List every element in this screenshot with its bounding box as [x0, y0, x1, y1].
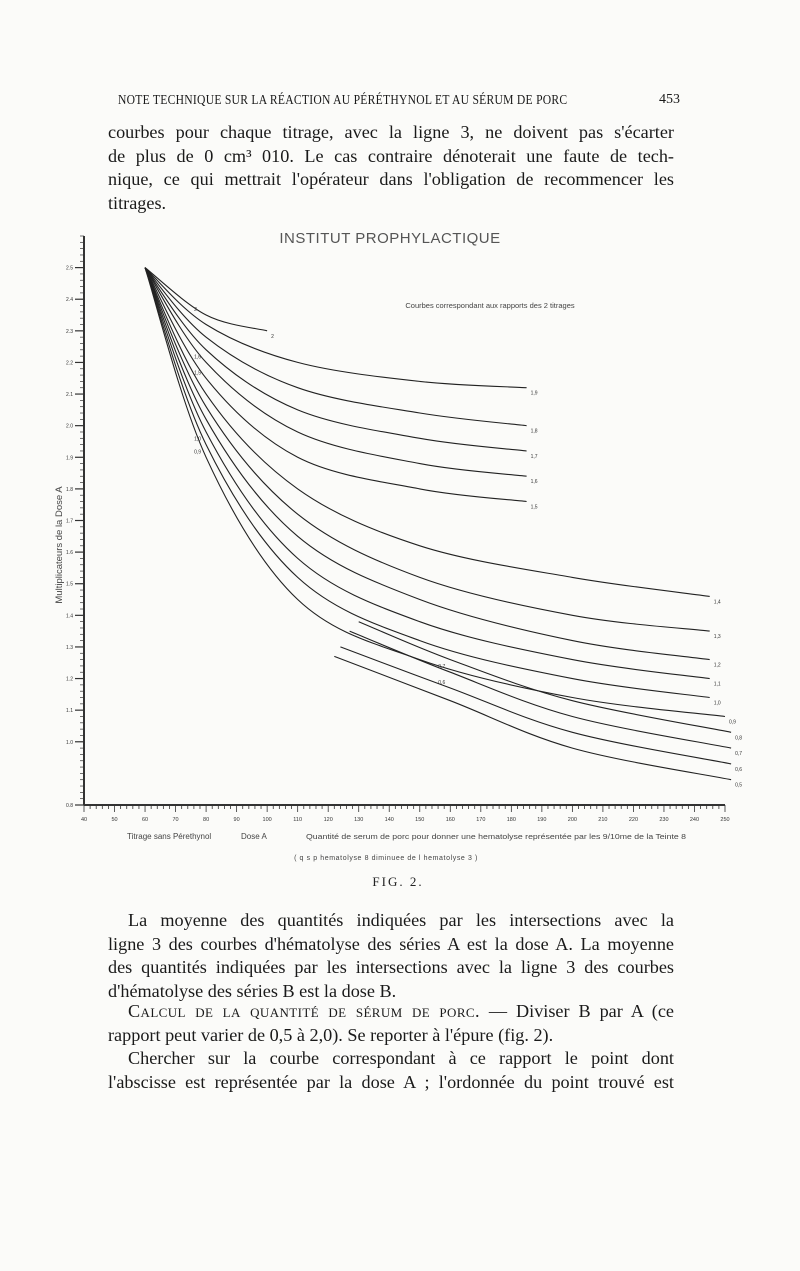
x-tick-label: 160 — [445, 817, 455, 823]
curve-end-label: 1,5 — [530, 504, 538, 511]
y-tick-label: 1.1 — [66, 708, 73, 715]
curve-start-label: 0,9 — [194, 449, 202, 456]
text-line: nique, ce qui mettrait l'opérateur dans l'obligation de recommencer les — [108, 169, 674, 190]
minor-ticks — [80, 236, 725, 812]
curve-end-label: 0,9 — [729, 719, 736, 726]
x-tick-label: 100 — [262, 817, 272, 823]
curve-end-label: 0,8 — [735, 735, 743, 742]
y-tick-label: 1.8 — [66, 486, 73, 493]
x-tick-label: 200 — [567, 817, 577, 823]
text-line — [108, 1000, 674, 1024]
x-tick-label: 240 — [689, 817, 700, 823]
curve-line — [145, 268, 710, 660]
x-tick-label: 90 — [233, 817, 240, 823]
x-tick-label: 120 — [323, 817, 333, 823]
text-line: titrages. — [108, 192, 167, 213]
curve-end-label: 0,5 — [735, 782, 743, 789]
y-tick-label: 2.3 — [66, 328, 73, 335]
text-fragment: — Diviser B par A (ce — [479, 1001, 674, 1021]
curve-line — [145, 268, 710, 597]
curve-end-label: 1,7 — [530, 453, 538, 460]
x-tick-labels — [81, 817, 730, 823]
curve-line — [145, 268, 527, 502]
curve-end-label: 0,6 — [735, 766, 743, 773]
curve-line — [145, 268, 527, 426]
y-axis-label: Multiplicateurs de la Dose A — [54, 486, 65, 604]
curve-line — [145, 268, 527, 388]
x-label-dose: Dose A — [241, 832, 267, 841]
y-tick-label: 1.0 — [66, 739, 73, 746]
curve-line — [350, 631, 731, 748]
x-tick-label: 70 — [172, 817, 179, 823]
x-tick-label: 250 — [720, 817, 730, 823]
curve-end-label: 2 — [271, 333, 274, 340]
curve-line — [340, 647, 731, 764]
x-tick-label: 110 — [293, 817, 303, 823]
curve-end-label: 1,4 — [713, 599, 721, 606]
x-tick-label: 50 — [111, 817, 118, 823]
chart-subtitle: Courbes correspondant aux rapports des 2 titrages — [405, 301, 575, 310]
curve-start-label: 0,6 — [438, 680, 446, 687]
x-label-sub: ( q s p hematolyse 8 diminuee de l hematolyse 3 ) — [294, 855, 478, 862]
curve-start-label: 2 — [194, 307, 197, 314]
curve-end-label: 0,7 — [735, 751, 743, 758]
running-header — [108, 92, 682, 112]
text-line: d'hématolyse des séries B est la dose B. — [108, 980, 397, 1001]
paragraph-chercher — [108, 1047, 674, 1094]
y-tick-label: 1.9 — [66, 455, 73, 462]
y-tick-label: 1.6 — [66, 550, 73, 557]
y-tick-label: 2.1 — [66, 392, 73, 399]
text-line: des quantités indiquées par les intersections avec la ligne 3 des courbes — [108, 957, 674, 978]
y-tick-label: 0.8 — [66, 803, 73, 809]
x-tick-label: 40 — [80, 817, 88, 823]
section-heading: Calcul de la quantité de sérum de porc. — [128, 1001, 480, 1021]
curves — [145, 268, 731, 780]
curve-end-label: 1,6 — [530, 479, 538, 486]
x-tick-label: 80 — [203, 817, 210, 823]
text-line: l'abscisse est représentée par la dose A ; l'ordonnée du point trouvé est — [108, 1071, 674, 1092]
text-line: rapport peut varier de 0,5 à 2,0). Se reporter à l'épure (fig. 2). — [108, 1024, 554, 1045]
y-tick-label: 1.4 — [66, 613, 73, 620]
text-line: ligne 3 des courbes d'hématolyse des séries A est la dose A. La moyenne — [108, 933, 674, 954]
curve-start-label: 1,0 — [194, 436, 202, 443]
chart-title: INSTITUT PROPHYLACTIQUE — [279, 230, 501, 247]
x-tick-label: 220 — [628, 817, 639, 823]
y-tick-label: 2.0 — [66, 423, 73, 430]
text-line: La moyenne des quantités indiquées par les intersections avec la — [128, 910, 674, 930]
curve-line — [145, 268, 710, 698]
curve-end-label: 1,3 — [713, 634, 721, 641]
y-tick-label: 1.3 — [66, 644, 73, 651]
curve-start-label: 1,5 — [194, 370, 202, 377]
x-tick-label: 140 — [384, 817, 394, 823]
chart-axes — [84, 236, 725, 805]
paragraph-calcul — [108, 1000, 674, 1047]
paragraph-doses — [108, 909, 674, 1003]
text-line: de plus de 0 cm³ 010. Le cas contraire dénoterait une faute de tech- — [108, 145, 674, 166]
x-label-main: Quantité de serum de porc pour donner une hematolyse représentée par les 9/10me de la Teinte 8 — [306, 832, 686, 841]
x-tick-label: 180 — [506, 817, 516, 823]
curve-start-label: 0,7 — [438, 664, 446, 671]
page-number: 453 — [659, 92, 680, 107]
text-line: courbes pour chaque titrage, avec la ligne 3, ne doivent pas s'écarter — [108, 122, 674, 142]
x-tick-label: 150 — [415, 817, 425, 823]
y-tick-label: 2.2 — [66, 360, 73, 367]
curve-line — [145, 268, 267, 331]
curve-end-label: 1,0 — [713, 700, 721, 707]
paragraph-intro — [108, 121, 674, 215]
running-title: NOTE TECHNIQUE SUR LA RÉACTION AU PÉRÉTHYNOL ET AU SÉRUM DE PORC — [118, 92, 568, 107]
y-tick-labels — [66, 266, 84, 809]
x-label-titrage: Titrage sans Pérethynol — [127, 832, 212, 841]
y-tick-label: 2.4 — [66, 297, 73, 304]
curve-labels — [194, 307, 742, 789]
x-tick-label: 190 — [537, 817, 547, 823]
curve-end-label: 1,1 — [713, 681, 721, 688]
curve-line — [334, 656, 731, 779]
curve-line — [145, 268, 710, 679]
curve-end-label: 1,9 — [530, 390, 538, 397]
curve-line — [145, 268, 527, 477]
x-tick-label: 230 — [659, 817, 669, 823]
y-tick-label: 2.5 — [66, 265, 73, 272]
figure-caption: FIG. 2. — [372, 874, 424, 889]
x-tick-label: 210 — [598, 817, 608, 823]
y-tick-label: 1.5 — [66, 581, 73, 588]
text-line: Chercher sur la courbe correspondant à ce rapport le point dont — [128, 1048, 674, 1068]
curve-line — [145, 268, 710, 631]
curve-end-label: 1,8 — [530, 428, 538, 435]
curve-line — [359, 622, 731, 733]
curve-start-label: 1,6 — [194, 354, 202, 361]
x-tick-label: 60 — [141, 817, 149, 823]
curve-line — [145, 268, 527, 451]
x-tick-label: 170 — [476, 817, 486, 823]
x-tick-label: 130 — [354, 817, 364, 823]
curve-end-label: 1,2 — [713, 662, 721, 669]
y-tick-label: 1.2 — [66, 676, 73, 683]
curve-line — [145, 268, 725, 717]
y-tick-label: 1.7 — [66, 518, 73, 525]
